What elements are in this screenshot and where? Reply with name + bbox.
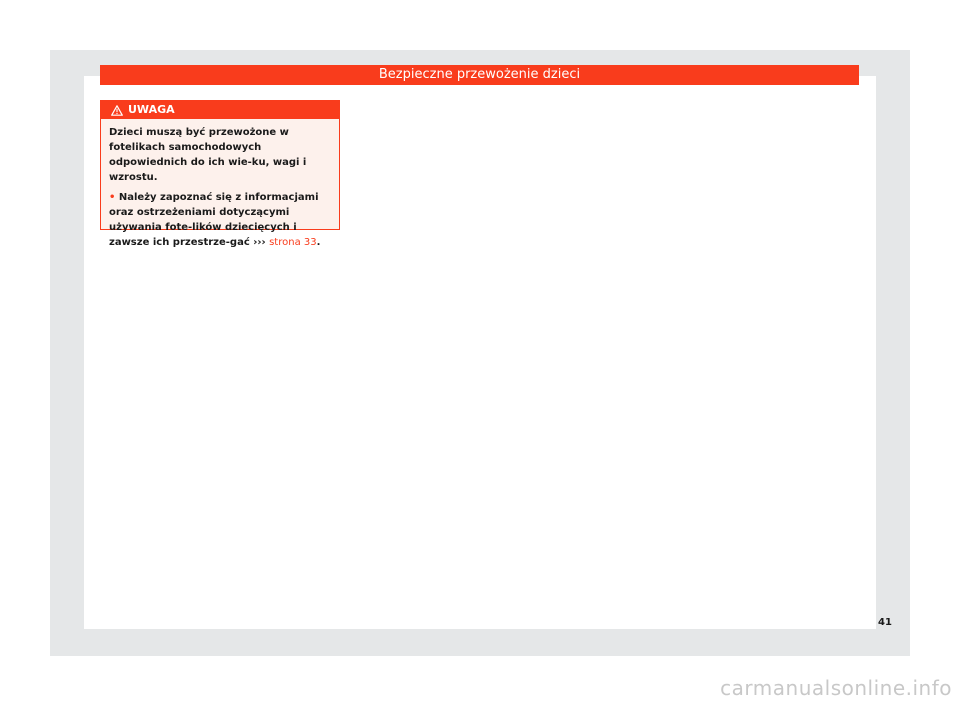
warning-body	[101, 119, 339, 250]
bullet-marker: •	[109, 192, 116, 203]
section-title: Bezpieczne przewożenie dzieci	[378, 67, 581, 82]
ref-suffix: .	[316, 237, 321, 248]
warning-header	[101, 101, 339, 119]
warning-paragraph: Dzieci muszą być przewożone w fotelikach samochodowych odpowiednich do ich wie-ku, wagi i wzrostu.	[109, 127, 307, 183]
warning-triangle-icon	[111, 105, 123, 116]
page-number: 41	[878, 617, 892, 628]
warning-bullet-item	[109, 190, 331, 250]
watermark: carmanualsonline.info	[720, 676, 952, 700]
page-reference-link[interactable]: strona 33	[269, 237, 317, 248]
ref-arrows: ›››	[253, 237, 266, 248]
section-header	[100, 65, 859, 85]
warning-label: UWAGA	[128, 103, 175, 116]
warning-box	[100, 100, 340, 248]
bullet-text: Należy zapoznać się z informacjami oraz ostrzeżeniami dotyczącymi używania fote-lików dziecięcych i zawsze ich przestrze-gać	[109, 192, 319, 248]
